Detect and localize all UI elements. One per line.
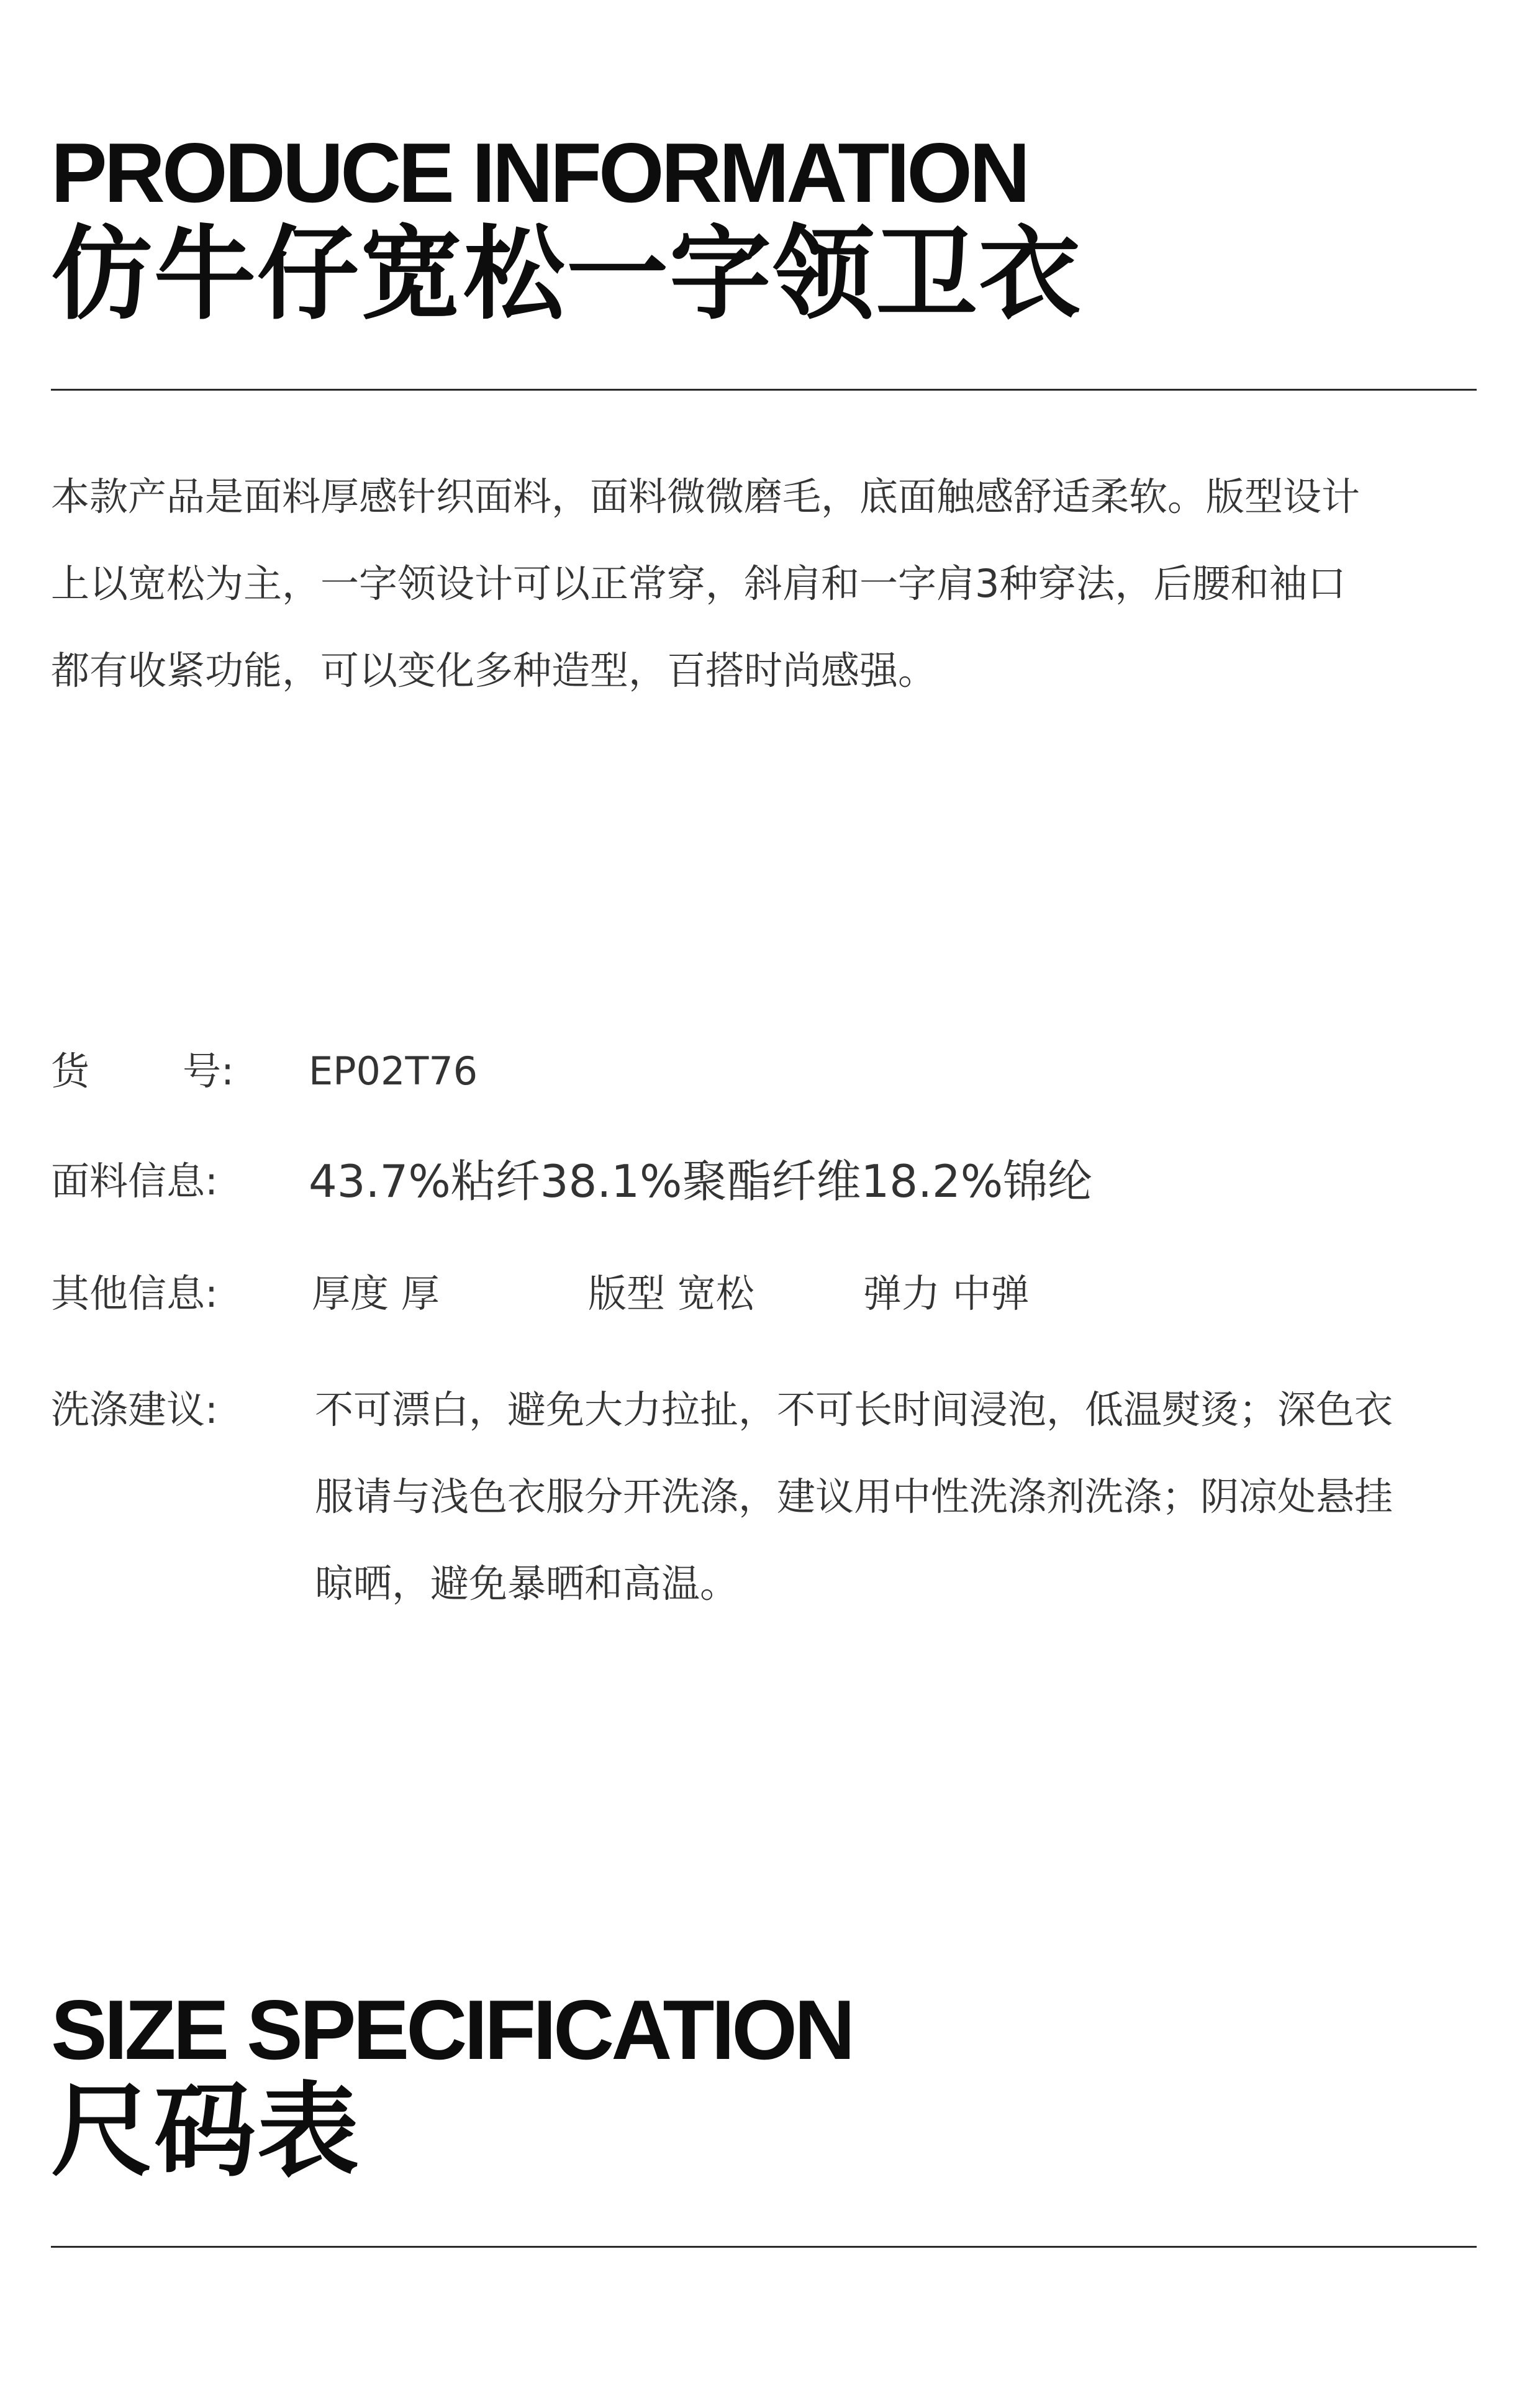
description-line: 都有收紧功能，可以变化多种造型，百搭时尚感强。: [51, 648, 937, 693]
spec-thickness: 厚度 厚: [312, 1271, 440, 1316]
size-divider: [51, 2246, 1477, 2248]
product-name-title: 仿牛仔宽松一字领卫衣: [51, 215, 1082, 334]
product-info-title-en: PRODUCE INFORMATION: [51, 125, 1028, 220]
spec-label-part: 货: [51, 1048, 90, 1094]
description-line: 本款产品是面料厚感针织面料，面料微微磨毛，底面触感舒适柔软。版型设计: [51, 474, 1361, 519]
spec-label-washing: 洗涤建议:: [51, 1387, 218, 1432]
spec-label-fabric: 面料信息:: [51, 1158, 218, 1204]
size-spec-title-en: SIZE SPECIFICATION: [51, 1983, 853, 2077]
spec-value-item-no: EP02T76: [309, 1048, 478, 1094]
washing-line: 不可漂白，避免大力拉扯，不可长时间浸泡，低温熨烫；深色衣: [315, 1387, 1393, 1432]
washing-line: 晾晒，避免暴晒和高温。: [315, 1561, 739, 1606]
spec-label-other: 其他信息:: [51, 1271, 218, 1316]
description-line: 上以宽松为主，一字领设计可以正常穿，斜肩和一字肩3种穿法，后腰和袖口: [51, 561, 1346, 606]
washing-line: 服请与浅色衣服分开洗涤，建议用中性洗涤剂洗涤；阴凉处悬挂: [315, 1474, 1393, 1519]
spec-elasticity: 弹力 中弹: [863, 1271, 1030, 1316]
spec-fit: 版型 宽松: [588, 1271, 754, 1316]
size-chart-title: 尺码表: [51, 2072, 361, 2191]
spec-value-fabric: 43.7%粘纤38.1%聚酯纤维18.2%锦纶: [309, 1155, 1093, 1207]
washing-instructions: [315, 1366, 1482, 1627]
spec-label-item-no: [51, 1028, 234, 1115]
product-description: [51, 453, 1477, 714]
header-divider: [51, 389, 1477, 391]
spec-label-part: 号:: [183, 1048, 234, 1094]
